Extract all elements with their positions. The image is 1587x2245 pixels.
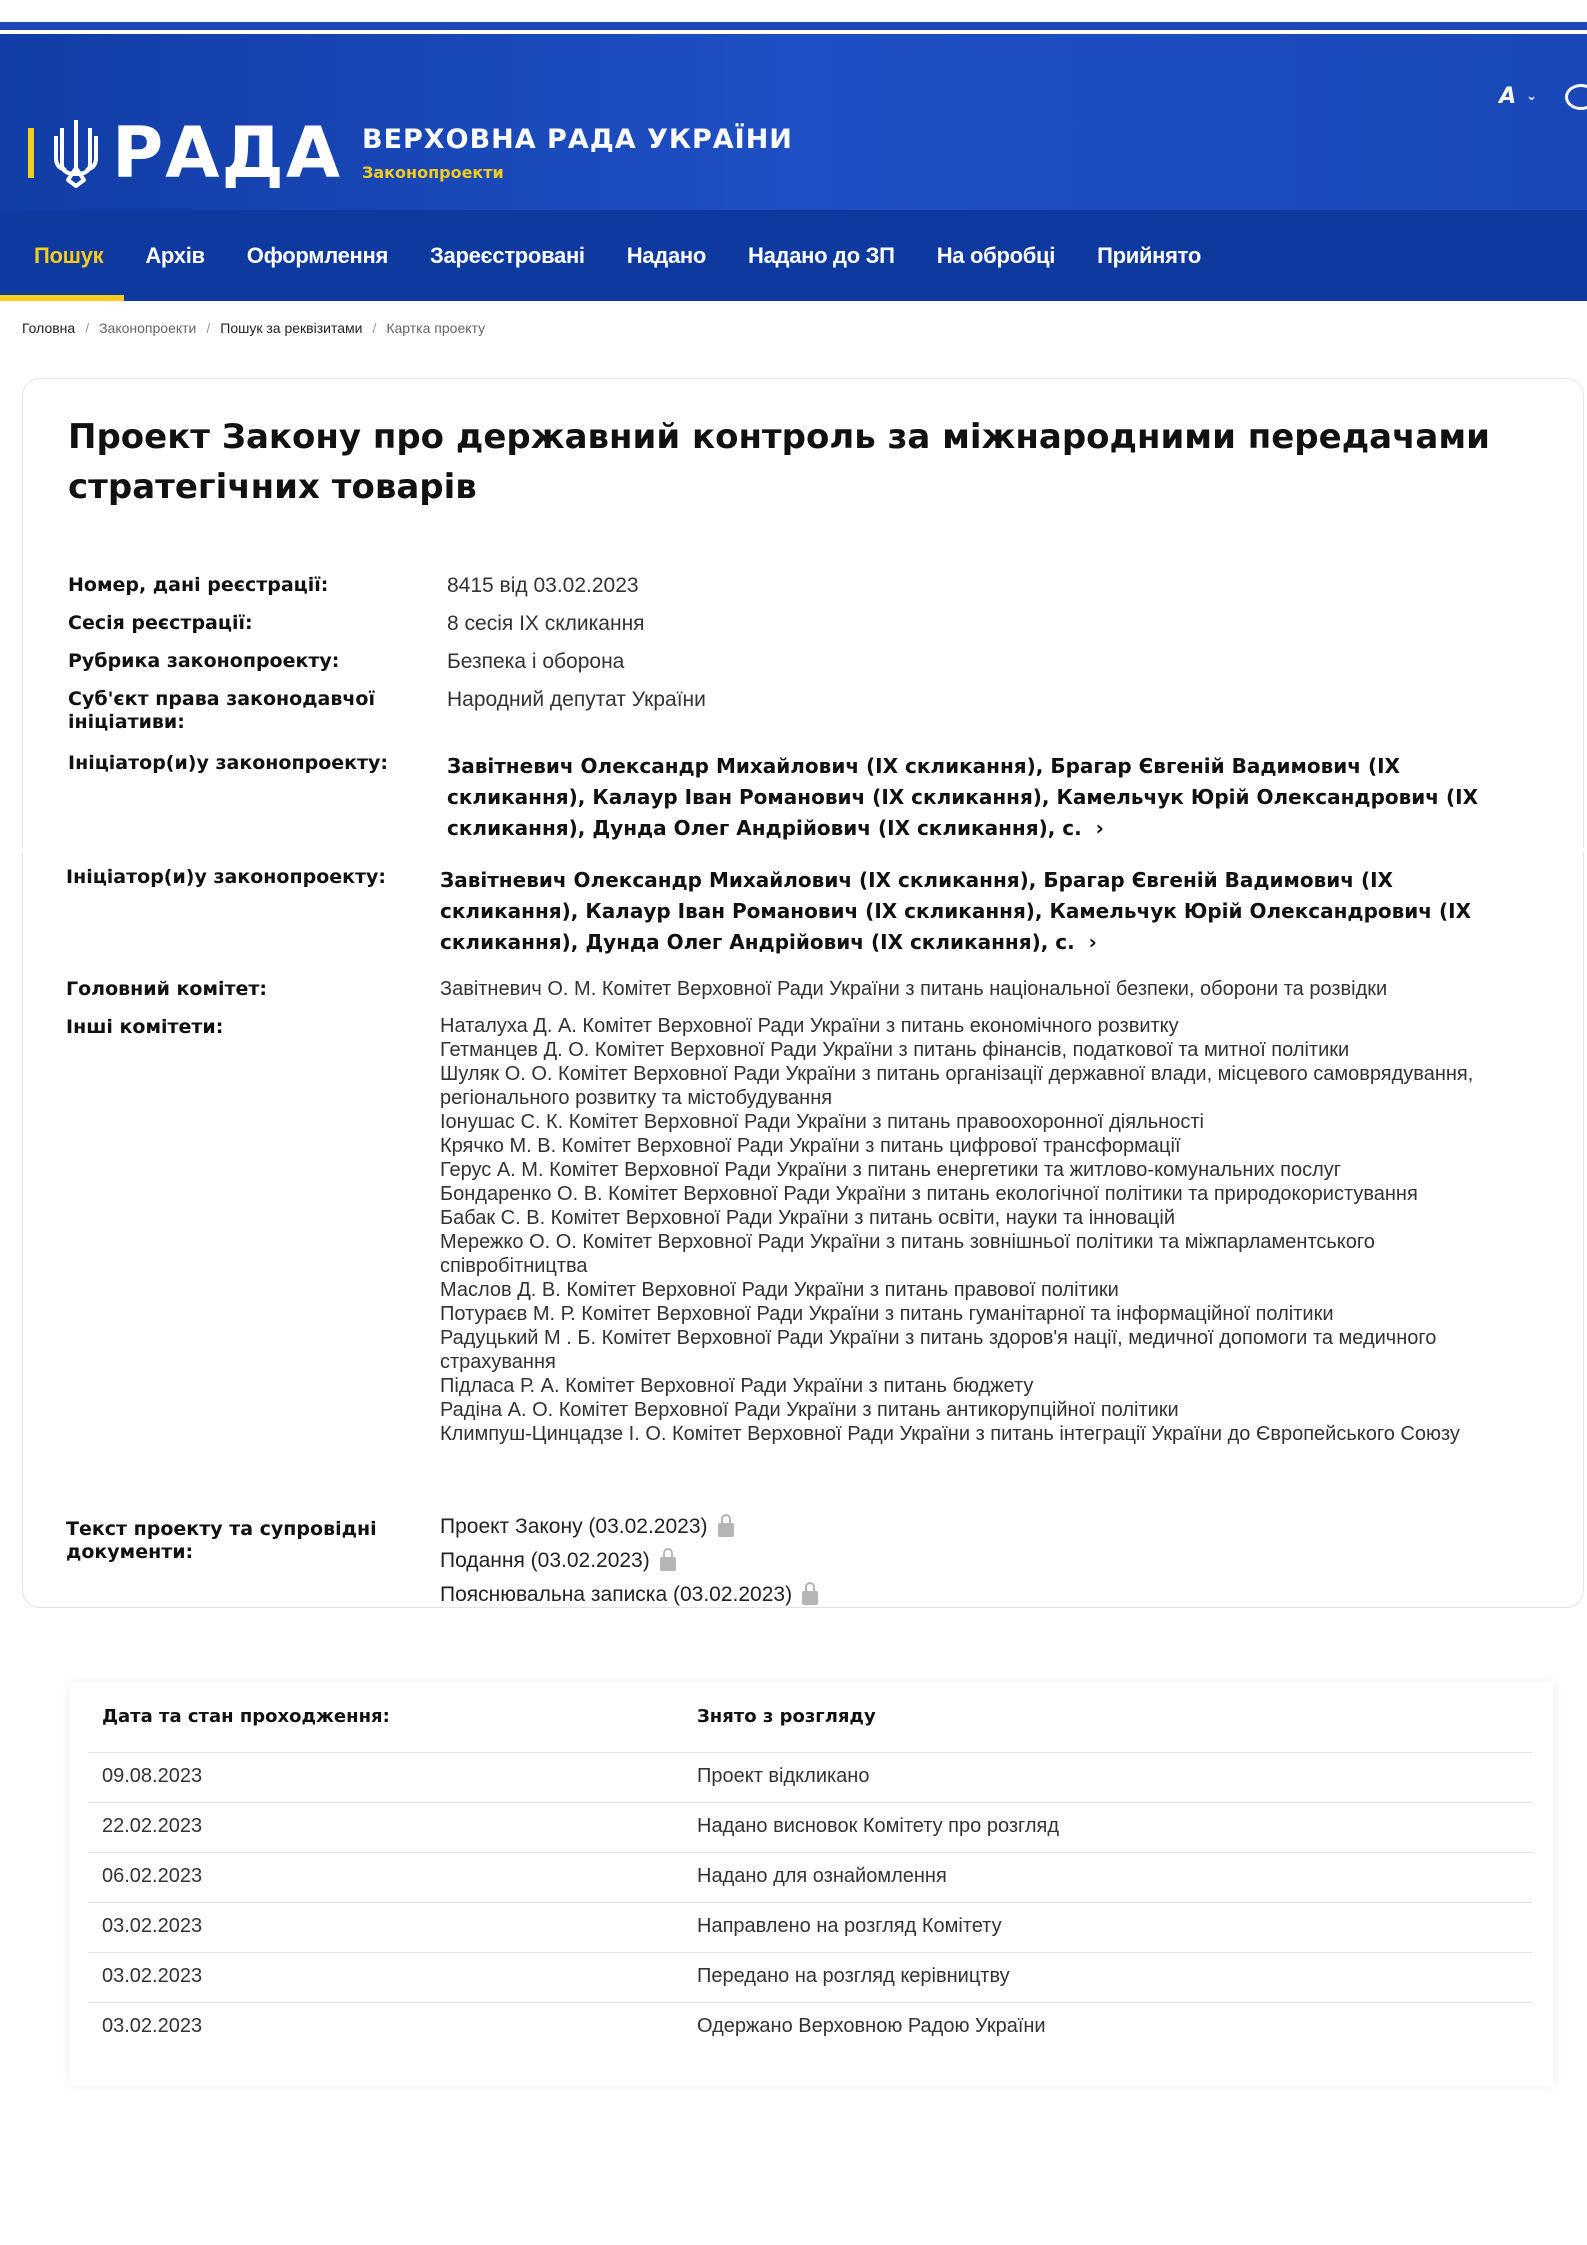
main-committee-label: Головний комітет:	[66, 978, 268, 1000]
flag-stripe	[28, 128, 34, 178]
documents-list	[440, 1510, 818, 1612]
trident-emblem-icon	[52, 118, 100, 188]
nav-item-submitted-zp[interactable]: Надано до ЗП	[748, 242, 895, 268]
logo-wordmark: РАДА	[112, 112, 342, 194]
breadcrumb-separator: /	[85, 320, 90, 336]
row-date: 06.02.2023	[102, 1865, 203, 1887]
breadcrumb-separator: /	[206, 320, 211, 336]
document-title: Подання (03.02.2023)	[440, 1549, 650, 1572]
breadcrumb-home[interactable]: Головна	[22, 320, 76, 336]
committee-item: Підласа Р. А. Комітет Верховної Ради України з питань бюджету	[440, 1375, 1034, 1397]
lock-icon	[660, 1557, 676, 1571]
section-name: Законопроекти	[362, 163, 504, 182]
row-date: 03.02.2023	[102, 1915, 203, 1937]
breadcrumb-current: Картка проекту	[386, 320, 486, 336]
row-status: Проект відкликано	[697, 1765, 870, 1787]
table-row	[88, 1902, 1532, 1953]
org-block	[362, 124, 793, 182]
committee-item: Мережко О. О. Комітет Верховної Ради України з питань зовнішньої політики та міжпарламентського співробітництва	[440, 1231, 1375, 1277]
committee-item: Гетманцев Д. О. Комітет Верховної Ради України з питань фінансів, податкової та митної політики	[440, 1039, 1350, 1061]
table-row	[88, 2002, 1532, 2053]
row-status: Надано висновок Комітету про розгляд	[697, 1815, 1060, 1837]
nav-item-registration[interactable]: Оформлення	[246, 242, 389, 268]
top-accent-line	[0, 22, 1587, 30]
session-value: 8 сесія IX скликання	[447, 612, 645, 635]
committee-item: Потураєв М. Р. Комітет Верховної Ради України з питань гуманітарної та інформаційної політики	[440, 1303, 1334, 1325]
row-date: 22.02.2023	[102, 1815, 203, 1837]
committee-item: Бондаренко О. В. Комітет Верховної Ради України з питань екологічної політики та природокористування	[440, 1183, 1418, 1205]
screenshot-seam	[0, 848, 1587, 852]
nav-item-submitted[interactable]: Надано	[626, 242, 706, 268]
initiators-text: Завітневич Олександр Михайлович (IX скликання), Брагар Євгеній Вадимович (IX скликання), Калаур Іван Романович (IX скликання), Камельчук Юрій Олександрович (IX скликання), Дунда Олег Андрійович (IX скликання), с.	[440, 868, 1472, 954]
nav-item-search[interactable]: Пошук	[0, 210, 124, 301]
committee-item: Крячко М. В. Комітет Верховної Ради України з питань цифрової трансформації	[440, 1135, 1181, 1157]
table-row	[88, 1852, 1532, 1903]
nav-item-registered[interactable]: Зареєстровані	[430, 242, 585, 268]
reg-value: 8415 від 03.02.2023	[447, 574, 639, 597]
subject-label: Суб'єкт права законодавчої ініціативи:	[68, 688, 375, 733]
main-committee-value: Завітневич О. М. Комітет Верховної Ради України з питань національної безпеки, оборони та розвідки	[440, 978, 1388, 1000]
page-title: Проект Закону про державний контроль за міжнародними передачами стратегічних товарів	[68, 417, 1490, 507]
site-logo[interactable]	[28, 98, 793, 208]
header-banner	[0, 34, 1587, 210]
accessibility-eye-icon[interactable]	[1565, 84, 1587, 110]
initiators-value-repeat[interactable]	[440, 865, 1520, 958]
committee-item: Наталуха Д. А. Комітет Верховної Ради України з питань економічного розвитку	[440, 1015, 1179, 1037]
org-name: ВЕРХОВНА РАДА УКРАЇНИ	[362, 124, 793, 155]
document-link[interactable]	[440, 1510, 818, 1544]
breadcrumb-separator: /	[372, 320, 377, 336]
row-date: 09.08.2023	[102, 1765, 203, 1787]
initiators-label-repeat: Ініціатор(и)у законопроекту:	[66, 866, 387, 888]
chevron-down-icon: ⌄	[1526, 89, 1537, 104]
row-status: Надано для ознайомлення	[697, 1865, 947, 1887]
initiators-label: Ініціатор(и)у законопроекту:	[68, 752, 389, 774]
row-status: Одержано Верховною Радою України	[697, 2015, 1046, 2037]
other-committees-list	[440, 1014, 1520, 1446]
committee-item: Климпуш-Цинцадзе І. О. Комітет Верховної Ради України з питань інтеграції України до Європейського Союзу	[440, 1423, 1460, 1445]
initiators-value[interactable]	[447, 751, 1517, 844]
chevron-right-icon[interactable]: ›	[1088, 816, 1104, 840]
rubric-value: Безпека і оборона	[447, 650, 625, 673]
subject-value: Народний депутат України	[447, 688, 706, 711]
table-row	[88, 1952, 1532, 2003]
breadcrumb-search[interactable]: Пошук за реквізитами	[220, 320, 363, 336]
rubric-label: Рубрика законопроекту:	[68, 650, 340, 672]
row-status: Передано на розгляд керівництву	[697, 1965, 1010, 1987]
session-label: Сесія реєстрації:	[68, 612, 253, 634]
reg-label: Номер, дані реєстрації:	[68, 574, 329, 596]
committee-item: Шуляк О. О. Комітет Верховної Ради України з питань організації державної влади, місцевого самоврядування, регіонального розвитку та містобудування	[440, 1063, 1474, 1109]
nav-item-archive[interactable]: Архів	[145, 242, 205, 268]
lock-icon	[802, 1591, 818, 1605]
document-title: Пояснювальна записка (03.02.2023)	[440, 1583, 793, 1606]
row-date: 03.02.2023	[102, 2015, 203, 2037]
status-table	[70, 1682, 1553, 2086]
breadcrumb-bills[interactable]: Законопроекти	[99, 320, 197, 336]
nav-item-processing[interactable]: На обробці	[936, 242, 1056, 268]
lock-icon	[718, 1523, 734, 1537]
breadcrumb	[22, 320, 485, 336]
main-nav	[0, 210, 1587, 301]
committee-item: Бабак С. В. Комітет Верховної Ради України з питань освіти, науки та інновацій	[440, 1207, 1175, 1229]
document-title: Проект Закону (03.02.2023)	[440, 1515, 708, 1538]
row-status: Направлено на розгляд Комітету	[697, 1915, 1002, 1937]
committee-item: Радуцький М . Б. Комітет Верховної Ради України з питань здоров'я нації, медичної допомоги та медичного страхування	[440, 1327, 1437, 1373]
chevron-right-icon[interactable]: ›	[1081, 930, 1097, 954]
initiators-text: Завітневич Олександр Михайлович (IX скликання), Брагар Євгеній Вадимович (IX скликання), Калаур Іван Романович (IX скликання), Камельчук Юрій Олександрович (IX скликання), Дунда Олег Андрійович (IX скликання), с.	[447, 754, 1479, 840]
font-size-label: А	[1499, 84, 1517, 109]
committee-item: Маслов Д. В. Комітет Верховної Ради України з питань правової політики	[440, 1279, 1119, 1301]
committee-item: Іонушас С. К. Комітет Верховної Ради України з питань правоохоронної діяльності	[440, 1111, 1204, 1133]
font-size-control[interactable]	[1499, 84, 1537, 109]
nav-item-adopted[interactable]: Прийнято	[1097, 242, 1202, 268]
status-col-state-header: Знято з розгляду	[697, 1706, 876, 1727]
docs-label: Текст проекту та супровідні документи:	[66, 1518, 377, 1563]
committee-item: Радіна А. О. Комітет Верховної Ради України з питань антикорупційної політики	[440, 1399, 1179, 1421]
table-row	[88, 1752, 1532, 1803]
document-link[interactable]	[440, 1578, 818, 1612]
status-col-date-header: Дата та стан проходження:	[102, 1706, 390, 1727]
site-header	[0, 34, 1587, 301]
row-date: 03.02.2023	[102, 1965, 203, 1987]
table-row	[88, 1802, 1532, 1853]
document-link[interactable]	[440, 1544, 818, 1578]
other-committees-label: Інші комітети:	[66, 1016, 224, 1038]
committee-item: Герус А. М. Комітет Верховної Ради України з питань енергетики та житлово-комунальних послуг	[440, 1159, 1342, 1181]
